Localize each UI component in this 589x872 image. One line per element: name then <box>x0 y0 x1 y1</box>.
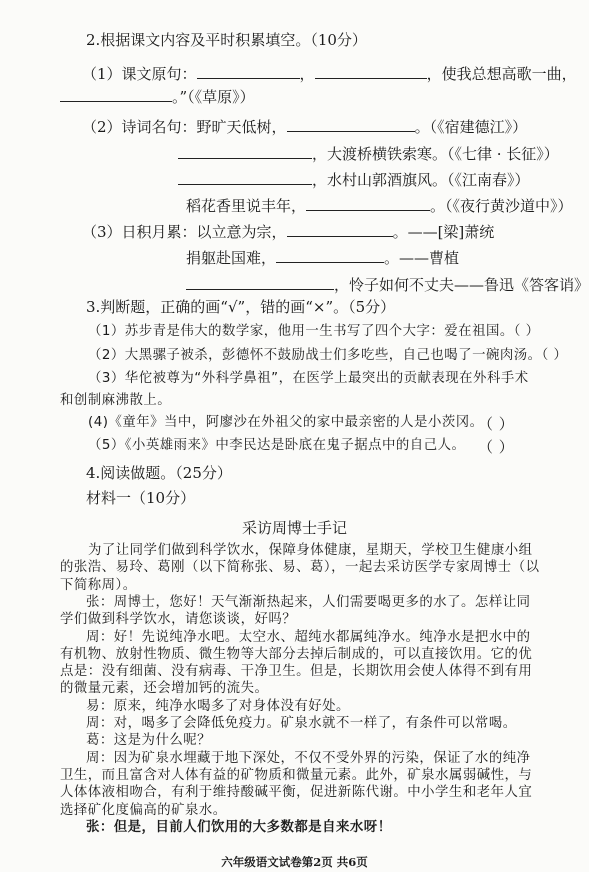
answer-blank[interactable] <box>276 248 384 263</box>
passage-line: 下简称周）。 <box>60 577 137 593</box>
quote-text: 以立意为宗， <box>196 223 287 241</box>
passage-title: 采访周博士手记 <box>241 519 347 537</box>
q2-item3-line2 <box>186 248 459 268</box>
material-label: 材料一（10分） <box>86 489 196 507</box>
q2-item2-line3 <box>178 170 530 190</box>
passage-line: 有机物、放射性物质、微生物等大部分去掉后制成的，可以直接饮用。它的优 <box>60 646 533 662</box>
q2-heading: 2.根据课文内容及平时积累填空。（10分） <box>86 31 367 49</box>
passage-line: 点是：没有细菌、没有病毒、干净卫生。但是，长期饮用会使人体得不到有用 <box>60 664 533 680</box>
q2-item2-line1 <box>82 117 527 137</box>
answer-parens[interactable]: （ ） <box>478 415 515 433</box>
passage-line: 的微量元素，还会增加钙的流失。 <box>60 681 269 697</box>
passage-line: 周：好！先说纯净水吧。太空水、超纯水都属纯净水。纯净水是把水中的 <box>86 629 531 645</box>
quote-source: 。——曹植 <box>384 249 460 267</box>
poem-source: 。（《宿建德江》） <box>414 118 528 136</box>
punct: ， <box>299 65 315 83</box>
q3-item-1: （1）苏步青是伟大的数学家，他用一生书写了四个大字：爱在祖国。（ ） <box>88 324 540 339</box>
poem-source: 。（《夜行黄沙道中》） <box>430 197 573 215</box>
page-footer: 六年级语文试卷第2页 共6页 <box>221 855 368 869</box>
q3-item-2: （2）大黑骡子被杀，彭德怀不鼓励战士们多吃些，自己也喝了一碗肉汤。（ ） <box>88 348 568 363</box>
poem-text: 稻花香里说丰年， <box>186 197 307 215</box>
q3-heading: 3.判断题，正确的画“√”，错的画“×”。（5分） <box>86 298 396 316</box>
answer-blank[interactable] <box>287 222 393 237</box>
q2-item3-label: （3）日积月累： <box>82 223 197 241</box>
q3-item-3: （3）华佗被尊为“外科学鼻祖”，在医学上最突出的贡献表现在外科手术 <box>88 371 529 386</box>
quote-source: 。——[梁]萧统 <box>392 223 495 241</box>
passage-line: 人体体液相吻合，有利于维持酸碱平衡，促进新陈代谢。中小学生和老年人宜 <box>60 785 533 801</box>
answer-blank[interactable] <box>287 117 415 132</box>
quote-text: ，怜子如何不丈夫——鲁迅《答客诮》 <box>334 276 589 294</box>
q2-item2-label: （2）诗词名句： <box>82 118 197 136</box>
passage-line: 学们做到科学饮水，请您谈谈，好吗？ <box>60 612 297 628</box>
q2-item2-line4 <box>186 196 573 216</box>
passage-line: 周：对，喝多了会降低免疫力。矿泉水就不一样了，有条件可以常喝。 <box>86 716 517 731</box>
q3-item-4: (4)《童年》当中，阿廖沙在外祖父的家中最亲密的人是小茨冈。 <box>88 415 484 430</box>
q2-item1-source: 。”（《草原》） <box>172 88 255 106</box>
q2-item1-label: （1）课文原句： <box>82 65 197 83</box>
passage-line: 周：因为矿泉水埋藏于地下深处，不仅不受外界的污染，保证了水的纯净 <box>86 750 531 766</box>
q4-heading: 4.阅读做题。（25分） <box>86 464 232 482</box>
q2-item1-line1 <box>82 64 577 84</box>
poem-text: ，水村山郭酒旗风。（《江南春》） <box>312 171 530 189</box>
answer-parens[interactable]: （ ） <box>478 438 515 456</box>
poem-text: 野旷天低树， <box>196 118 287 136</box>
passage-line: 卫生，而且富含对人体有益的矿物质和微量元素。此外，矿泉水属弱碱性，与 <box>60 767 533 783</box>
passage-line: 的张浩、易玲、葛刚（以下简称张、易、葛），一起去采访医学专家周博士（以 <box>60 560 540 576</box>
q2-item1-line2 <box>60 87 255 107</box>
q2-item3-line1 <box>82 222 494 242</box>
answer-blank[interactable] <box>178 170 312 185</box>
q2-item3-line3 <box>186 275 589 295</box>
answer-blank[interactable] <box>178 144 312 159</box>
passage-line: 选择矿化度偏高的矿泉水。 <box>60 802 227 818</box>
passage-line: 张：周博士，您好！天气渐渐热起来，人们需要喝更多的水了。怎样让同 <box>86 594 531 610</box>
answer-blank[interactable] <box>315 64 427 79</box>
q2-item2-line2 <box>178 144 559 164</box>
passage-line: 葛：这是为什么呢？ <box>86 733 212 749</box>
passage-line: 张：但是，目前人们饮用的大多数都是自来水呀！ <box>86 819 392 835</box>
passage-line: 为了让同学们做到科学饮水，保障身体健康，星期天，学校卫生健康小组 <box>88 543 533 558</box>
answer-blank[interactable] <box>306 196 430 211</box>
q2-item1-text: ，使我总想高歌一曲， <box>426 65 577 83</box>
passage-line: 易：原来，纯净水喝多了对身体没有好处。 <box>86 698 350 714</box>
answer-blank[interactable] <box>186 275 334 290</box>
poem-text: ，大渡桥横铁索寒。（《七律 · 长征》） <box>312 145 559 163</box>
answer-blank[interactable] <box>60 87 172 102</box>
answer-blank[interactable] <box>197 64 300 79</box>
quote-text: 捐躯赴国难， <box>186 249 277 267</box>
q3-item-3-cont: 和创制麻沸散上。 <box>60 393 172 408</box>
q3-item-5: （5）《小英雄雨来》中李民达是卧底在鬼子据点中的自己人。 <box>88 438 466 453</box>
